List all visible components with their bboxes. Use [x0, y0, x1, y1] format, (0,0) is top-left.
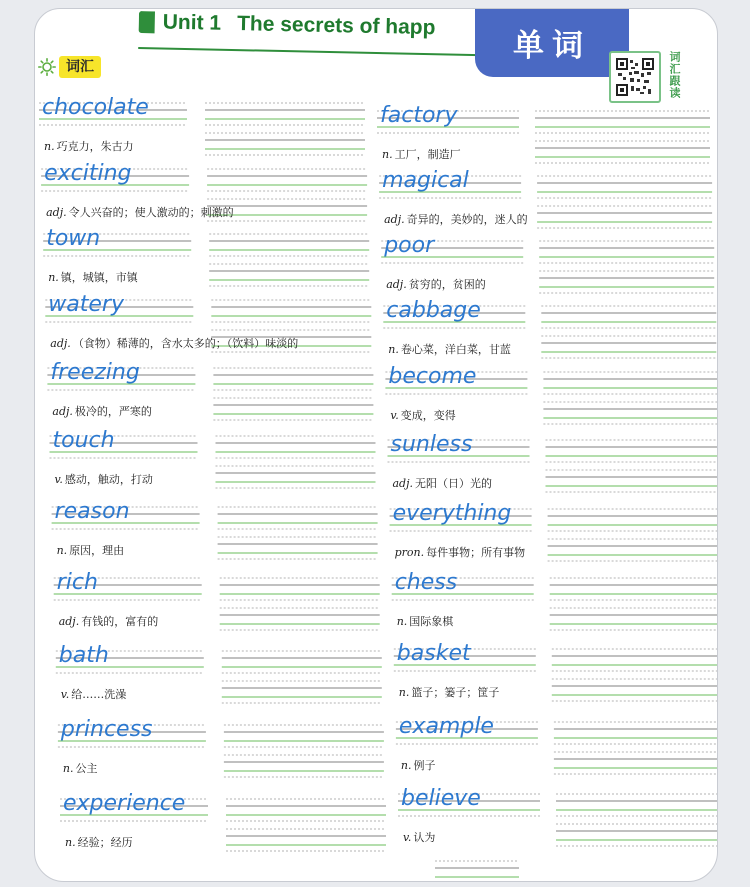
vocab-meaning [48, 269, 138, 285]
vocab-word: become [388, 364, 477, 389]
vocab-word: chocolate [42, 95, 149, 120]
vocab-meaning [50, 335, 298, 351]
vocab-word: example [398, 714, 494, 739]
meaning-text: 每件事物；所有事物 [426, 546, 526, 559]
vocab-meaning [65, 834, 133, 850]
unit-label: Unit 1 [162, 11, 222, 35]
vocab-meaning [57, 542, 125, 558]
part-of-speech: n. [56, 544, 68, 557]
title-tab-marker [139, 11, 155, 33]
part-of-speech: n. [396, 615, 408, 628]
unit-title [163, 11, 436, 40]
vocab-word: experience [63, 791, 186, 816]
vocab-word: watery [48, 292, 124, 317]
part-of-speech: n. [382, 148, 393, 161]
meaning-text: 镇，城镇，市镇 [60, 271, 138, 284]
meaning-text: 令人兴奋的；使人激动的；刺激的 [68, 206, 234, 219]
part-of-speech: n. [44, 140, 55, 153]
vocab-meaning [46, 204, 234, 220]
vocab-word: cabbage [386, 298, 481, 323]
part-of-speech: n. [398, 686, 410, 699]
meaning-text: 变成，变得 [400, 409, 456, 422]
sun-icon [38, 58, 56, 76]
part-of-speech: adj. [384, 213, 405, 226]
meaning-text: 极冷的，严寒的 [74, 405, 152, 418]
part-of-speech: adj. [386, 278, 407, 291]
vocabulary-badge [475, 8, 629, 77]
meaning-text: 公主 [75, 762, 98, 775]
section-label: 词汇 [59, 56, 101, 78]
meaning-text: 篮子；篓子；筐子 [411, 686, 500, 699]
vocab-word: factory [380, 103, 458, 128]
vocab-meaning [52, 403, 152, 419]
part-of-speech: v. [60, 688, 70, 701]
part-of-speech: adj. [50, 337, 71, 350]
vocab-word: everything [392, 501, 512, 526]
vocab-word: freezing [50, 360, 140, 385]
part-of-speech: v. [390, 409, 399, 422]
vocab-word: magical [382, 168, 469, 193]
qr-code-box[interactable] [607, 49, 663, 107]
qr-frame [609, 51, 661, 103]
part-of-speech: n. [388, 343, 399, 356]
meaning-text: 奇异的，美妙的，迷人的 [406, 213, 528, 226]
meaning-text: 给……洗澡 [71, 688, 127, 701]
worksheet-page [34, 8, 718, 882]
vocab-meaning [61, 686, 126, 702]
meaning-text: 认为 [413, 831, 436, 844]
meaning-text: （食物）稀薄的，含水太多的；（饮料）味淡的 [72, 337, 299, 350]
ruled-lines [35, 9, 717, 881]
meaning-text: 原因，理由 [69, 544, 125, 557]
vocab-word: basket [396, 641, 471, 666]
part-of-speech: n. [400, 759, 412, 772]
vocab-meaning [44, 138, 134, 154]
vocab-word: chess [394, 570, 458, 595]
qr-caption: 词汇跟读 [668, 51, 681, 99]
vocab-meaning [397, 613, 454, 629]
vocab-meaning [59, 613, 159, 629]
part-of-speech: n. [62, 762, 74, 775]
vocab-word: sunless [390, 432, 473, 457]
meaning-text: 例子 [413, 759, 436, 772]
part-of-speech: adj. [46, 206, 67, 219]
meaning-text: 无阳（日）光的 [415, 477, 493, 490]
vocab-word: exciting [44, 161, 132, 186]
meaning-text: 巧克力，朱古力 [56, 140, 134, 153]
vocab-word: rich [56, 570, 98, 595]
part-of-speech: v. [54, 473, 63, 486]
part-of-speech: adj. [52, 405, 73, 418]
vocab-word: believe [401, 786, 481, 811]
part-of-speech: n. [65, 836, 76, 849]
vocab-word: bath [58, 643, 109, 668]
meaning-text: 工厂，制造厂 [394, 148, 461, 161]
vocab-word: princess [60, 717, 153, 742]
part-of-speech: n. [48, 271, 59, 284]
meaning-text: 有钱的，富有的 [81, 615, 159, 628]
meaning-text: 经验；经历 [77, 836, 133, 849]
vocab-meaning [393, 475, 493, 491]
vocab-meaning [386, 276, 486, 292]
section-tag [35, 55, 113, 79]
unit-title-banner [138, 11, 511, 57]
vocab-word: touch [52, 428, 115, 453]
meaning-text: 贫穷的，贫困的 [408, 278, 486, 291]
badge-label: 单词 [513, 27, 591, 64]
vocab-meaning [401, 757, 436, 773]
vocab-meaning [390, 407, 455, 423]
vocab-word: reason [54, 499, 130, 524]
part-of-speech: v. [403, 831, 412, 844]
meaning-text: 卷心菜，洋白菜，甘蓝 [400, 343, 511, 356]
vocab-meaning [63, 760, 98, 776]
part-of-speech: pron. [394, 546, 425, 559]
part-of-speech: adj. [392, 477, 414, 490]
vocab-word: poor [384, 233, 435, 258]
vocab-meaning [55, 471, 153, 487]
part-of-speech: adj. [58, 615, 80, 628]
meaning-text: 国际象棋 [409, 615, 454, 628]
qr-code-icon [616, 58, 654, 96]
vocab-meaning [384, 211, 528, 227]
title-text: The secrets of happ [236, 12, 436, 40]
vocab-meaning [403, 829, 435, 845]
vocab-meaning [395, 544, 526, 560]
meaning-text: 感动，触动，打动 [64, 473, 153, 486]
vocab-word: town [46, 226, 101, 251]
vocab-meaning [388, 341, 511, 357]
vocab-meaning [382, 146, 461, 162]
vocab-meaning [399, 684, 500, 700]
